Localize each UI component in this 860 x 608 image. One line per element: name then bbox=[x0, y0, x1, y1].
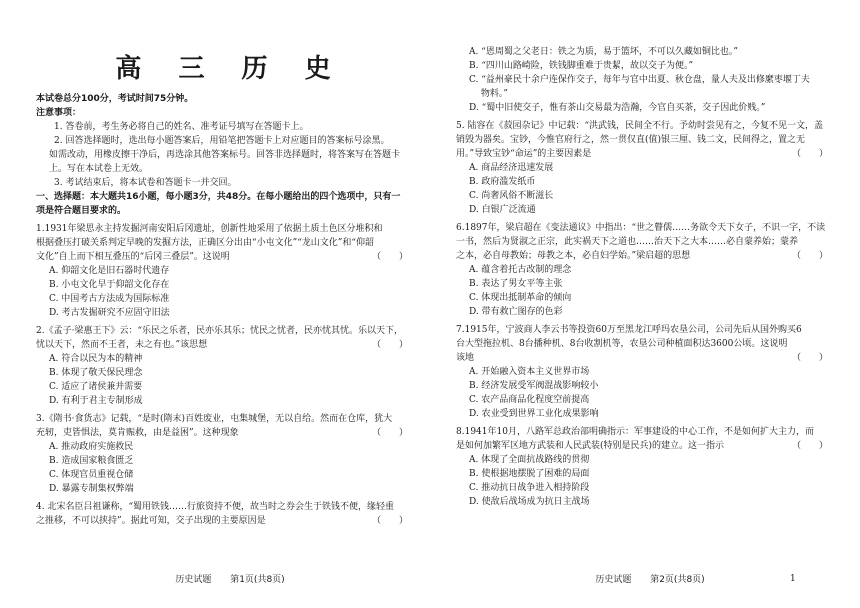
answer-parentheses: （ ） bbox=[791, 149, 828, 159]
question-stem-line bbox=[456, 323, 844, 337]
question bbox=[456, 221, 844, 319]
question-stem-line bbox=[456, 439, 844, 453]
page-2 bbox=[450, 0, 850, 608]
question bbox=[456, 45, 844, 115]
question-stem-line bbox=[36, 426, 424, 440]
answer-option: C. 农产品商品化程度空前提高 bbox=[469, 395, 590, 405]
intro-line: 项是符合题目要求的。 bbox=[36, 206, 127, 216]
question-stem-line bbox=[36, 500, 424, 514]
question-stem-text: 3.《隋书·食货志》记载，“是时(隋末)百姓废业，屯集城堡，无以自给。然而在仓库，犹大 bbox=[36, 414, 393, 424]
answer-option: B. “四川山路崎险，铁钱脚重难于贵絜，故以交子为便。” bbox=[469, 61, 694, 71]
answer-option: C. 推动抗日战争进入相持阶段 bbox=[469, 483, 590, 493]
question bbox=[36, 412, 424, 496]
answer-parentheses: （ ） bbox=[791, 353, 828, 363]
question-stem-text: 是如何加繁军区地方武装和人民武装(特别是民兵)的建立。这一指示 bbox=[456, 441, 725, 451]
answer-option: D. 使敌后战场成为抗日主战场 bbox=[469, 497, 590, 507]
footer-page-number: 第1页(共8页) bbox=[230, 575, 285, 585]
question-stem-line bbox=[36, 250, 424, 264]
question-stem-line bbox=[456, 351, 844, 365]
answer-option: B. 小屯文化早于仰韶文化存在 bbox=[49, 280, 170, 290]
answer-parentheses: （ ） bbox=[371, 252, 408, 262]
question-stem-text: 忧以天下，然而不王者，未之有也。”该思想 bbox=[36, 340, 208, 350]
answer-parentheses: （ ） bbox=[791, 251, 828, 261]
question bbox=[36, 222, 424, 320]
question-stem-line bbox=[456, 221, 844, 235]
intro-line: 注意事项： bbox=[36, 108, 82, 118]
intro-line: 一、选择题：本大题共16小题，每小题3分，共48分。在每小题给出的四个选项中，只有一 bbox=[36, 192, 401, 202]
answer-option: C. 适应了诸侯兼并需要 bbox=[49, 382, 143, 392]
answer-option: D. 暴露专制集权弊端 bbox=[49, 484, 134, 494]
question-stem-text: 8.1941年10月，八路军总政治部明确指示：军事建设的中心工作，不是如何扩大主力，而 bbox=[456, 427, 814, 437]
answer-option: A. 开始融入资本主义世界市场 bbox=[469, 367, 590, 377]
question bbox=[456, 425, 844, 509]
footer-subject: 历史试题 bbox=[595, 575, 632, 585]
question bbox=[36, 324, 424, 408]
intro-line: 2. 回答选择题时，选出每小题答案后，用铅笔把答题卡上对应题目的答案标号涂黑。 bbox=[54, 136, 390, 146]
question-stem-text: 5. 陆容在《菽园杂记》中记载：“洪武钱，民间全不行。予幼时尝见有之，今复不见一文，盖 bbox=[456, 121, 824, 131]
question-stem-line bbox=[456, 119, 844, 133]
question bbox=[456, 323, 844, 421]
question-stem-text: 销毁为器矣。宝钞，今惟官府行之，然一贯仅直(值)银三厘、钱二文，民间得之，置之无 bbox=[456, 135, 806, 145]
question-stem-text: 一书，然后为贤淑之正宗，此实祸天下之道也……治天下之大本……必自蒙养始；蒙养 bbox=[456, 237, 799, 247]
answer-option: D. 考古发掘研究不应固守旧法 bbox=[49, 308, 170, 318]
question-stem-line bbox=[36, 324, 424, 338]
answer-option: D. 农业受到世界工业化成果影响 bbox=[469, 409, 599, 419]
answer-parentheses: （ ） bbox=[371, 516, 408, 526]
answer-option: B. 表达了男女平等主张 bbox=[469, 279, 563, 289]
question-stem-text: 文化”自上而下相互叠压的“后冈三叠层”。这说明 bbox=[36, 252, 230, 262]
intro-line: 1. 答卷前，考生务必将自己的姓名、准考证号填写在答题卡上。 bbox=[54, 122, 309, 132]
footer-page-number: 第2页(共8页) bbox=[650, 575, 705, 585]
question-stem-line bbox=[456, 249, 844, 263]
sheet-number: 1 bbox=[790, 574, 796, 584]
answer-option: A. 仰韶文化是旧石器时代遗存 bbox=[49, 266, 170, 276]
answer-option: C. 体现官员重视仓储 bbox=[49, 470, 134, 480]
intro-line: 3. 考试结束后，将本试卷和答题卡一并交回。 bbox=[54, 178, 237, 188]
page-1 bbox=[30, 0, 430, 608]
answer-option: C. “益州豪民十余户连保作交子，每年与官中出夏、秋仓盘，量人夫及出修縻枣堰丁夫 bbox=[469, 75, 810, 85]
question-stem-text: 4. 北宋名臣吕祖谦称，“蜀用铁钱……行旅资持不便，故当时之券会生于铁钱不便，缘轻重 bbox=[36, 502, 395, 512]
answer-parentheses: （ ） bbox=[371, 340, 408, 350]
question-stem-line bbox=[456, 133, 844, 147]
question-stem-text: 之推移，不可以挟持”。据此可知，交子出现的主要原因是 bbox=[36, 516, 266, 526]
answer-option: A. 商品经济迅速发展 bbox=[469, 163, 554, 173]
intro-line: 上。写在本试卷上无效。 bbox=[49, 164, 149, 174]
question-stem-line bbox=[456, 337, 844, 351]
footer-subject: 历史试题 bbox=[175, 575, 212, 585]
intro-line: 本试卷总分100分，考试时间75分钟。 bbox=[36, 94, 194, 104]
question-stem-line bbox=[36, 412, 424, 426]
answer-parentheses: （ ） bbox=[791, 441, 828, 451]
answer-option: B. 经济发展受军阀混战影响较小 bbox=[469, 381, 599, 391]
answer-option: C. 中国考古方法成为国际标准 bbox=[49, 294, 170, 304]
answer-option: D. 带有救亡图存的色彩 bbox=[469, 307, 563, 317]
answer-option: A. “恩周蜀之父老日：铁之为质，易于篮坏，不可以久藏如铜比也。” bbox=[469, 47, 738, 57]
question-stem-line bbox=[456, 235, 844, 249]
answer-option: A. 符合以民为本的精神 bbox=[49, 354, 143, 364]
question-stem-text: 根据叠压打破关系判定早晚的发掘方法，正确区分出由“小屯文化”“龙山文化”和“仰韶 bbox=[36, 238, 375, 248]
answer-option: C. 体现出抵制革命的倾向 bbox=[469, 293, 572, 303]
answer-option: B. 使根据地摆脱了困难的局面 bbox=[469, 469, 590, 479]
question-stem-text: 充轫，吏皆惧法，莫肯赈救，由是益困”。这种现象 bbox=[36, 428, 239, 438]
answer-option: 物料。” bbox=[469, 89, 508, 99]
intro-line: 如需改动，用橡皮擦干净后，再选涂其他答案标号。回答非选择题时，将答案写在答题卡 bbox=[49, 150, 401, 160]
question bbox=[36, 500, 424, 528]
answer-option: D. 白银广泛流通 bbox=[469, 205, 536, 215]
question-stem-text: 1.1931年梁思永主持发掘河南安阳后冈遗址，创新性地采用了依据土质土色区分堆积和 bbox=[36, 224, 383, 234]
question-stem-text: 7.1915年，宁波商人李云书等投资60万至黑龙江呼玛农垦公司，公司先后从国外购买6 bbox=[456, 325, 802, 335]
answer-parentheses: （ ） bbox=[371, 428, 408, 438]
question-stem-text: 用。”导致宝钞“命运”的主要因素是 bbox=[456, 149, 592, 159]
question-stem-line bbox=[36, 338, 424, 352]
answer-option: B. 造成国家粮食匮乏 bbox=[49, 456, 134, 466]
question-stem-line bbox=[456, 425, 844, 439]
question-stem-text: 该地 bbox=[456, 353, 475, 363]
answer-option: D. 有利于君主专制形成 bbox=[49, 396, 143, 406]
page-1-footer bbox=[30, 572, 430, 585]
page-1-content bbox=[36, 92, 424, 528]
question-stem-text: 2.《孟子·梁惠王下》云：“乐民之乐者，民亦乐其乐；忧民之忧者，民亦忧其忧。乐以天下， bbox=[36, 326, 404, 336]
question-stem-line bbox=[36, 514, 424, 528]
question-stem-text: 台大型拖拉机、8台播种机、8台收割机等，农垦公司种植面积达3600公顷。这说明 bbox=[456, 339, 788, 349]
question-stem-line bbox=[456, 147, 844, 161]
answer-option: C. 尚奢风俗不断滋长 bbox=[469, 191, 554, 201]
page-2-content bbox=[456, 41, 844, 509]
answer-option: A. 蕴含着托古改制的理念 bbox=[469, 265, 572, 275]
question-stem-text: 6.1897年，梁启超在《变法通议》中指出：“世之瞽儒……务欲令天下女子，不识一字，不读 bbox=[456, 223, 826, 233]
answer-option: B. 政府滥发纸币 bbox=[469, 177, 536, 187]
question-stem-text: 之本，必自母教始；母教之本，必自妇学始。”梁启超的思想 bbox=[456, 251, 691, 261]
answer-option: B. 体现了敬天保民理念 bbox=[49, 368, 143, 378]
answer-option: A. 推动政府实施救民 bbox=[49, 442, 134, 452]
question bbox=[456, 119, 844, 217]
question-stem-line bbox=[36, 222, 424, 236]
answer-option: D. “蜀中旧使交子，惟有茶山交易最为浩瀚，今官自买茶，交子因此价贱。” bbox=[469, 103, 766, 113]
exam-title: 高 三 历 史 bbox=[115, 54, 345, 84]
question-stem-line bbox=[36, 236, 424, 250]
answer-option: A. 体现了全面抗战路线的贯彻 bbox=[469, 455, 590, 465]
